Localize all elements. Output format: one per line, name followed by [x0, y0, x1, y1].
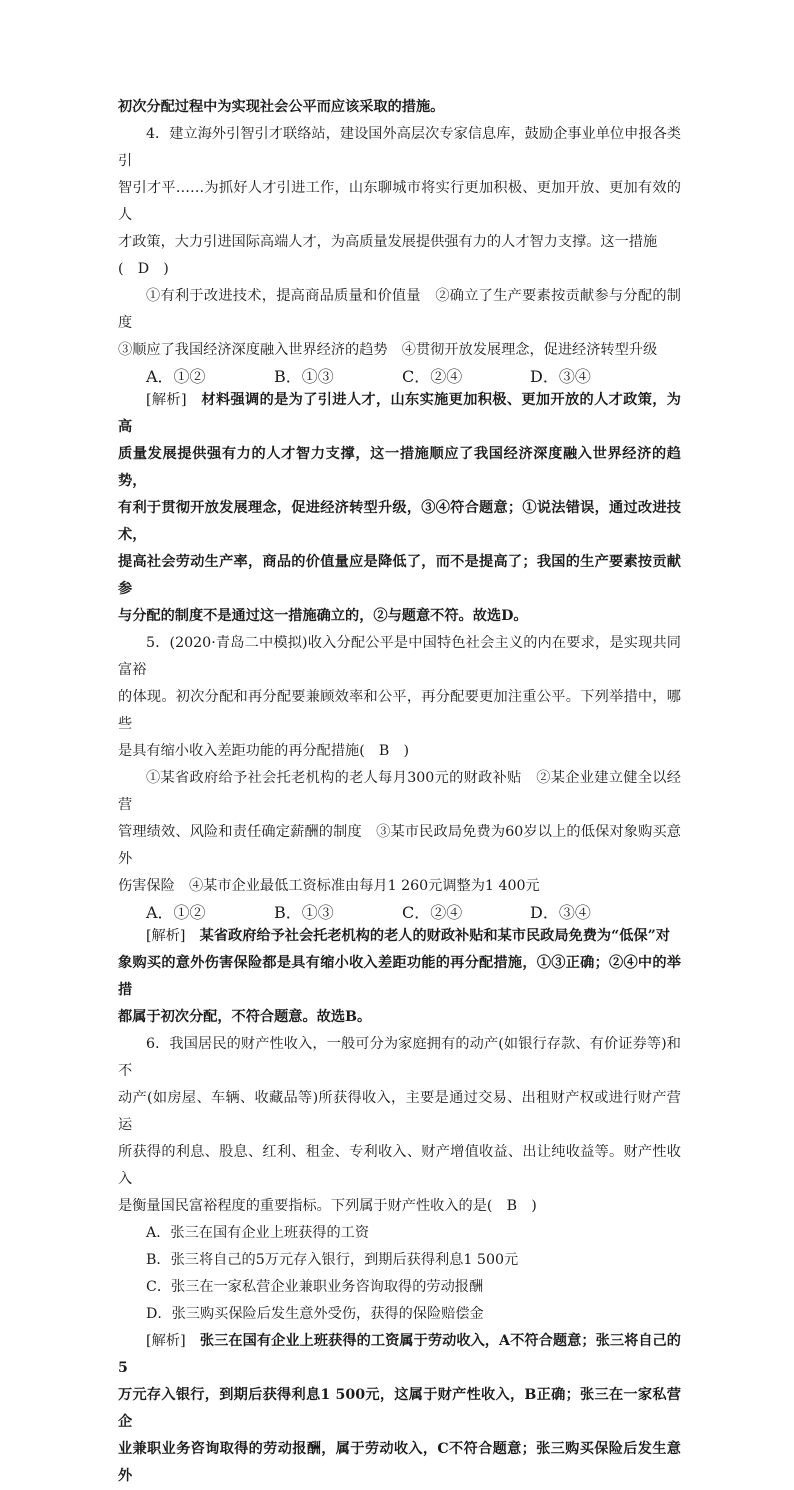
- option-b: B．张三将自己的5万元存入银行，到期后获得利息1 500元: [146, 1252, 519, 1268]
- analysis-line: 某省政府给予社会托老机构的老人的财政补贴和某市民政局免费为“低保”对: [199, 928, 670, 944]
- option-c: C．张三在一家私营企业兼职业务咨询取得的劳动报酬: [146, 1279, 484, 1295]
- question-stem-line: 的体现。初次分配和再分配要兼顾效率和公平，再分配要更加注重公平。下列举措中，哪些: [118, 689, 681, 732]
- question-stem-line: 是具有缩小收入差距功能的再分配措施( B ): [118, 743, 410, 759]
- statement-line: ③顺应了我国经济深度融入世界经济的趋势 ④贯彻开放发展理念，促进经济转型升级: [118, 342, 658, 358]
- analysis-tag: [解析]: [146, 928, 200, 944]
- analysis-line: 提高社会劳动生产率，商品的价值量应是降低了，而不是提高了；我国的生产要素按贡献参: [118, 554, 681, 597]
- text-line: 初次分配过程中为实现社会公平而应该采取的措施。: [118, 99, 445, 115]
- question-stem-line: 是衡量国民富裕程度的重要指标。下列属于财产性收入的是( B ): [118, 1198, 537, 1214]
- option-row: [118, 900, 681, 923]
- analysis-block: [118, 387, 681, 630]
- question-stem-line: 5．(2020·青岛二中模拟)收入分配公平是中国特色社会主义的内在要求，是实现共同富裕: [118, 635, 681, 678]
- analysis-line: 质量发展提供强有力的人才智力支撑，这一措施顺应了我国经济深度融入世界经济的趋势，: [118, 446, 681, 489]
- option-b: B．①③: [274, 903, 334, 922]
- statement-line: ①某省政府给予社会托老机构的老人每月300元的财政补贴 ②某企业建立健全以经营: [118, 770, 681, 813]
- option-row: [118, 364, 681, 387]
- analysis-line: 万元存入银行，到期后获得利息1 500元，这属于财产性收入，B正确；张三在一家私营企: [118, 1387, 681, 1430]
- statement-line: ①有利于改进技术，提高商品质量和价值量 ②确立了生产要素按贡献参与分配的制度: [118, 288, 681, 331]
- option-d: D．③④: [530, 367, 591, 386]
- analysis-line: 材料强调的是为了引进人才，山东实施更加积极、更加开放的人才政策，为高: [118, 392, 681, 435]
- analysis-line: 都属于初次分配，不符合题意。故选B。: [118, 1009, 372, 1025]
- analysis-line: 张三在国有企业上班获得的工资属于劳动收入，A不符合题意；张三将自己的5: [118, 1333, 681, 1376]
- question-6: [118, 1031, 681, 1490]
- analysis-block: [118, 1328, 681, 1490]
- statement-line: 管理绩效、风险和责任确定薪酬的制度 ③某市民政局免费为60岁以上的低保对象购买意外: [118, 824, 681, 867]
- analysis-line: 象购买的意外伤害保险都是具有缩小收入差距功能的再分配措施，①③正确；②④中的举措: [118, 955, 681, 998]
- question-stem-line: 才政策，大力引进国际高端人才，为高质量发展提供强有力的人才智力支撑。这一措施: [118, 234, 658, 250]
- document-body: [118, 94, 681, 1490]
- analysis-block: [118, 923, 681, 1031]
- option-a: A．①②: [146, 903, 206, 922]
- question-stem-line: 动产(如房屋、车辆、收藏品等)所获得收入，主要是通过交易、出租财产权或进行财产营运: [118, 1090, 681, 1133]
- question-stem-line: 4．建立海外引智引才联络站，建设国外高层次专家信息库，鼓励企事业单位申报各类引: [118, 126, 681, 169]
- analysis-line: 有利于贯彻开放发展理念，促进经济转型升级，③④符合题意；①说法错误，通过改进技术，: [118, 500, 681, 543]
- option-a: A．张三在国有企业上班获得的工资: [146, 1225, 370, 1241]
- question-stem-line: 6．我国居民的财产性收入，一般可分为家庭拥有的动产(如银行存款、有价证券等)和不: [118, 1036, 681, 1079]
- option-b: B．①③: [274, 367, 334, 386]
- question-5: [118, 630, 681, 1031]
- question-4: [118, 121, 681, 630]
- question-stem-line: 所获得的利息、股息、红利、租金、专利收入、财产增值收益、出让纯收益等。财产性收入: [118, 1144, 681, 1187]
- answer-bracket: ( D ): [118, 261, 169, 277]
- option-d: D．③④: [530, 903, 591, 922]
- analysis-line: 业兼职业务咨询取得的劳动报酬，属于劳动收入，C不符合题意；张三购买保险后发生意外: [118, 1441, 681, 1484]
- option-c: C．②④: [402, 903, 463, 922]
- analysis-tag: [解析]: [146, 1333, 200, 1349]
- analysis-tag: [解析]: [146, 392, 202, 408]
- question-stem-line: 智引才平……为抓好人才引进工作，山东聊城市将实行更加积极、更加开放、更加有效的人: [118, 180, 681, 223]
- option-a: A．①②: [146, 367, 206, 386]
- statement-line: 伤害保险 ④某市企业最低工资标准由每月1 260元调整为1 400元: [118, 878, 540, 894]
- analysis-line: 与分配的制度不是通过这一措施确立的，②与题意不符。故选D。: [118, 608, 528, 624]
- option-c: C．②④: [402, 367, 463, 386]
- option-d: D．张三购买保险后发生意外受伤，获得的保险赔偿金: [146, 1306, 484, 1322]
